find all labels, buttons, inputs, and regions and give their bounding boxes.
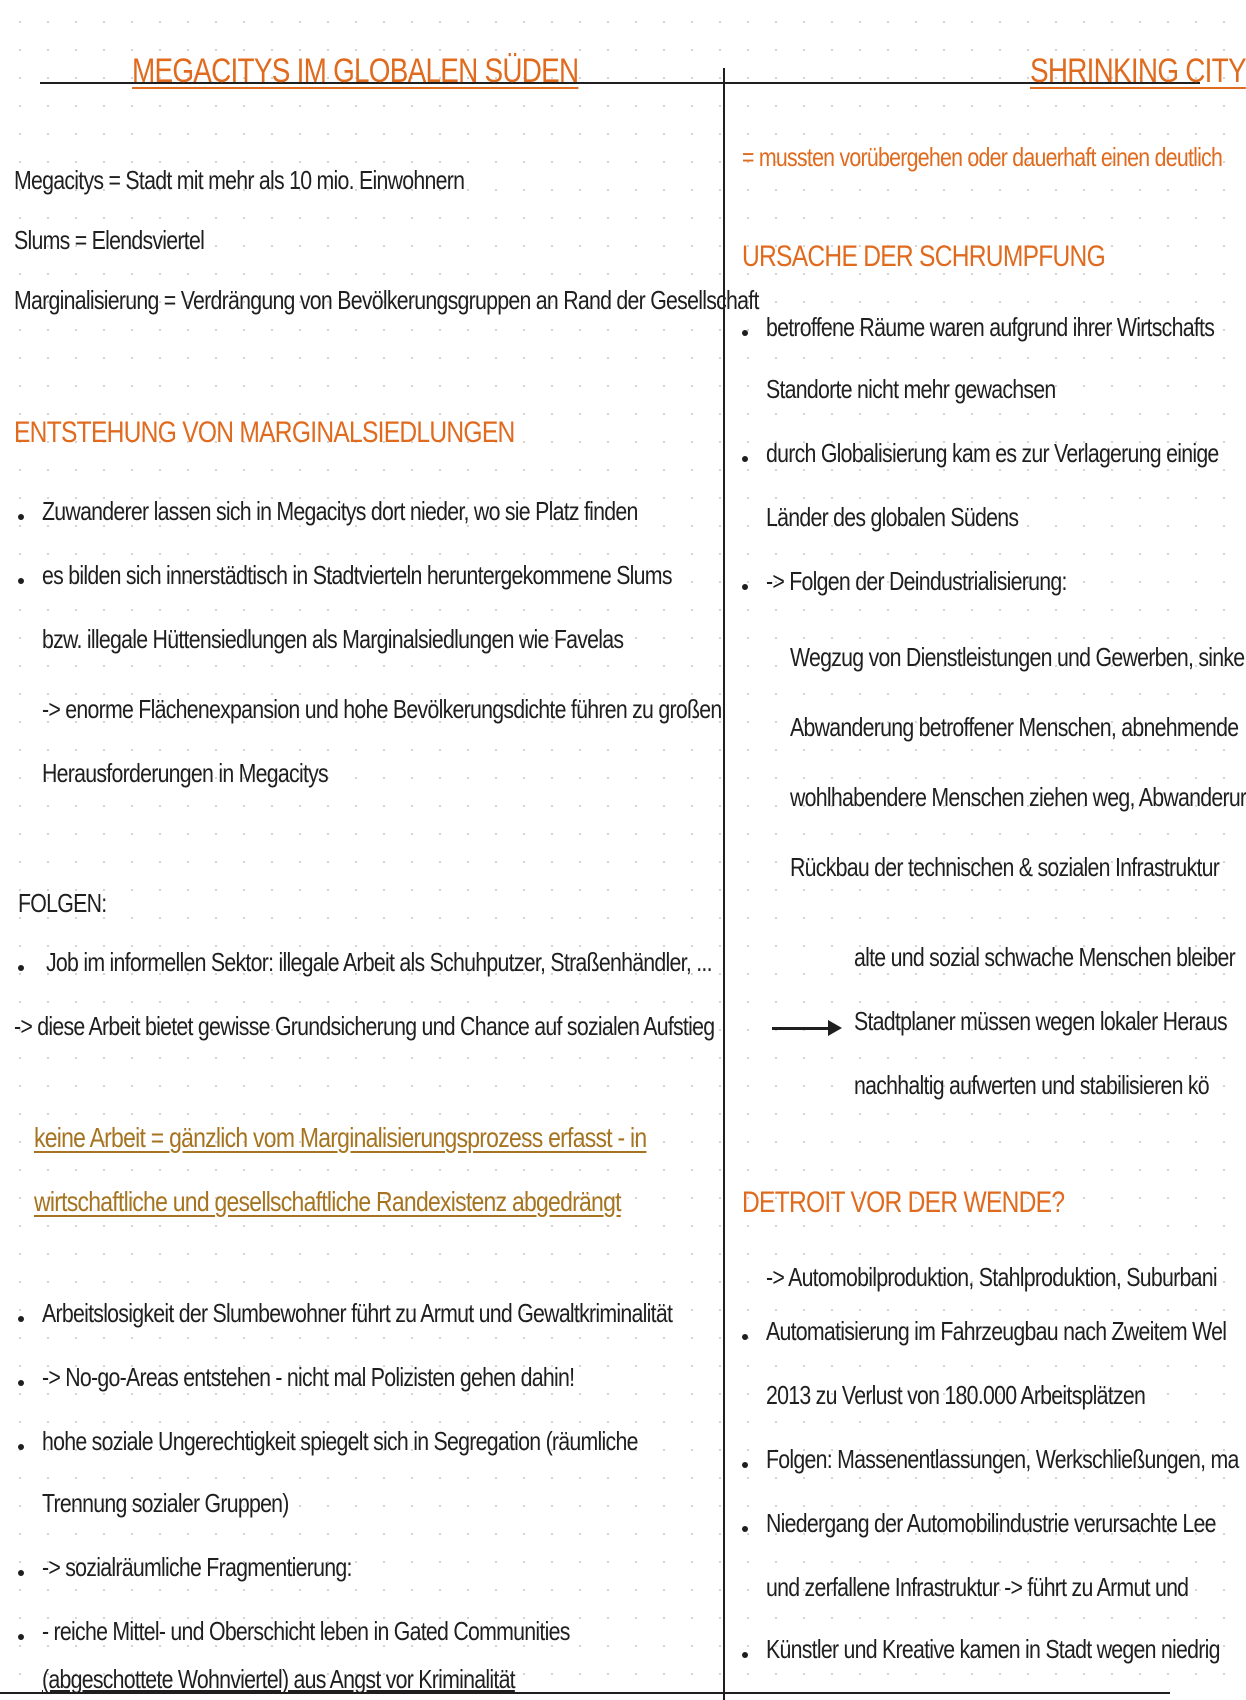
sub-item: Rückbau der technischen & sozialen Infrastruktur [790, 852, 1220, 882]
sub-item: wohlhabendere Menschen ziehen weg, Abwanderur [790, 782, 1246, 812]
bullet [18, 578, 24, 584]
list-item: Künstler und Kreative kamen in Stadt wegen niedrig [766, 1634, 1220, 1664]
list-item-continuation: -> diese Arbeit bietet gewisse Grundsicherung und Chance auf sozialen Aufstieg [14, 1011, 715, 1041]
list-item-continuation: (abgeschottete Wohnviertel) aus Angst vor Kriminalität [42, 1664, 515, 1694]
sub-item: alte und sozial schwache Menschen bleiber [854, 942, 1235, 972]
section-heading-ursache: URSACHE DER SCHRUMPFUNG [742, 240, 1105, 273]
list-item: durch Globalisierung kam es zur Verlagerung einige [766, 438, 1219, 468]
list-item: -> sozialräumliche Fragmentierung: [42, 1552, 352, 1582]
left-title: MEGACITYS IM GLOBALEN SÜDEN [132, 52, 579, 90]
list-item: hohe soziale Ungerechtigkeit spiegelt sich in Segregation (räumliche [42, 1426, 638, 1456]
sub-item: Abwanderung betroffener Menschen, abnehmende [790, 712, 1239, 742]
bullet [18, 1316, 24, 1322]
section-heading-folgen: FOLGEN: [18, 888, 107, 918]
bullet [742, 1652, 748, 1658]
list-item-continuation: und zerfallene Infrastruktur -> führt zu Armut und [766, 1572, 1189, 1602]
list-item-continuation: bzw. illegale Hüttensiedlungen als Marginalsiedlungen wie Favelas [42, 624, 624, 654]
shrinking-city-definition: = mussten vorübergehen oder dauerhaft einen deutlich [742, 142, 1223, 172]
list-item: es bilden sich innerstädtisch in Stadtvierteln heruntergekommene Slums [42, 560, 672, 590]
section-heading-detroit: DETROIT VOR DER WENDE? [742, 1186, 1065, 1219]
list-item-continuation: Trennung sozialer Gruppen) [42, 1488, 289, 1518]
list-item: Arbeitslosigkeit der Slumbewohner führt zu Armut und Gewaltkriminalität [42, 1298, 673, 1328]
list-item-continuation: -> Automobilproduktion, Stahlproduktion, Suburbani [766, 1262, 1217, 1292]
list-item-continuation: Standorte nicht mehr gewachsen [766, 374, 1056, 404]
bullet [742, 1334, 748, 1340]
bullet [742, 1462, 748, 1468]
bullet [18, 1380, 24, 1386]
sub-item: Stadtplaner müssen wegen lokaler Heraus [854, 1006, 1227, 1036]
bullet [742, 456, 748, 462]
list-item-continuation: -> enorme Flächenexpansion und hohe Bevölkerungsdichte führen zu großen [42, 694, 722, 724]
list-item: Folgen: Massenentlassungen, Werkschließungen, ma [766, 1444, 1239, 1474]
right-title: SHRINKING CITY [1030, 52, 1246, 90]
list-item: -> Folgen der Deindustrialisierung: [766, 566, 1067, 596]
definition-slums: Slums = Elendsviertel [14, 225, 205, 255]
bullet [18, 514, 24, 520]
bullet [18, 965, 24, 971]
list-item-continuation: Herausforderungen in Megacitys [42, 758, 328, 788]
bullet [742, 1526, 748, 1532]
list-item: Niedergang der Automobilindustrie verursachte Lee [766, 1508, 1216, 1538]
definition-marginalisierung: Marginalisierung = Verdrängung von Bevölkerungsgruppen an Rand der Gesellschaft [14, 285, 759, 315]
list-item: Job im informellen Sektor: illegale Arbeit als Schuhputzer, Straßenhändler, ... [46, 947, 712, 977]
list-item: -> No-go-Areas entstehen - nicht mal Polizisten gehen dahin! [42, 1362, 575, 1392]
list-item: Zuwanderer lassen sich in Megacitys dort nieder, wo sie Platz finden [42, 496, 638, 526]
highlight-line: wirtschaftliche und gesellschaftliche Randexistenz abgedrängt [34, 1186, 621, 1217]
arrow-right-icon [772, 1027, 838, 1030]
sub-item: Wegzug von Dienstleistungen und Gewerben, sinke [790, 642, 1245, 672]
definition-megacitys: Megacitys = Stadt mit mehr als 10 mio. Einwohnern [14, 165, 465, 195]
sub-item: nachhaltig aufwerten und stabilisieren kö [854, 1070, 1209, 1100]
highlight-line: keine Arbeit = gänzlich vom Marginalisierungsprozess erfasst - in [34, 1122, 647, 1153]
list-item: - reiche Mittel- und Oberschicht leben in Gated Communities [42, 1616, 570, 1646]
bullet [18, 1444, 24, 1450]
list-item-continuation: 2013 zu Verlust von 180.000 Arbeitsplätzen [766, 1380, 1146, 1410]
section-heading-marginalsiedlungen: ENTSTEHUNG VON MARGINALSIEDLUNGEN [14, 416, 515, 449]
bullet [18, 1570, 24, 1576]
bullet [18, 1634, 24, 1640]
bullet [742, 584, 748, 590]
bullet [742, 330, 748, 336]
list-item-continuation: Länder des globalen Südens [766, 502, 1019, 532]
list-item: betroffene Räume waren aufgrund ihrer Wirtschafts [766, 312, 1215, 342]
list-item: Automatisierung im Fahrzeugbau nach Zweitem Wel [766, 1316, 1227, 1346]
